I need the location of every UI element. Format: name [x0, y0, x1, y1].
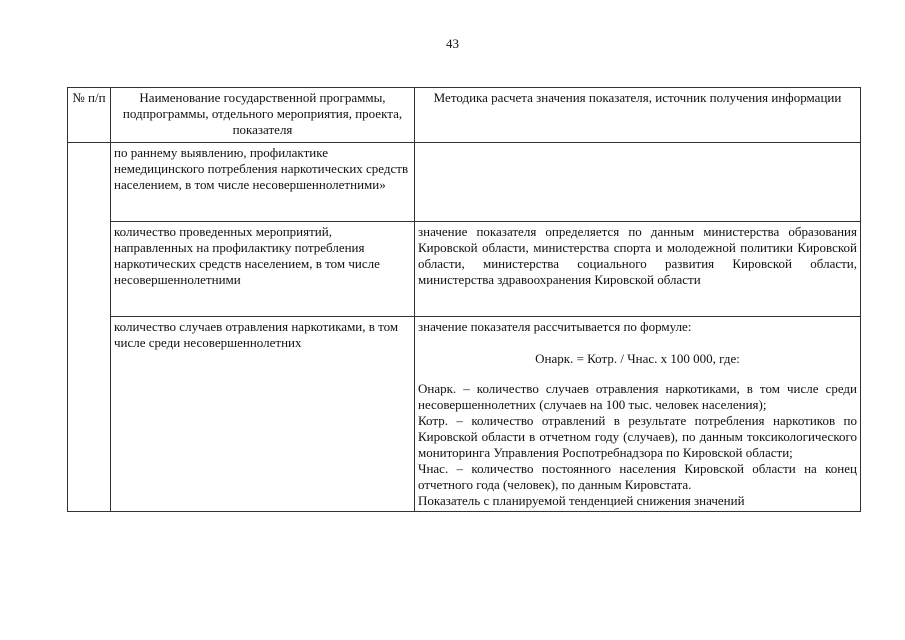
trend-note: Показатель с планируемой тенденцией снижения значений — [418, 493, 745, 508]
definition-kotr: Котр. – количество отравлений в результате потребления наркотиков по Кировской области в отчетном году (случаев), по данным токсикологического мониторинга Управления Роспотребнадзора по Кировской области; — [418, 413, 857, 460]
table-header-row — [68, 88, 861, 143]
row-method-cell: значение показателя определяется по данным министерства образования Кировской области, министерства спорта и молодежной политики Кировской области, министерства социального развития Кировской области, министерства здравоохранения Кировской области — [415, 222, 861, 317]
table-row — [68, 143, 861, 222]
row-name-cell: по раннему выявлению, профилактике немедицинского потребления наркотических средств населением, в том числе несовершеннолетними» — [111, 143, 415, 222]
table-row — [68, 317, 861, 512]
page-number: 43 — [446, 36, 459, 51]
row-num-cell — [68, 143, 111, 512]
formula: Онарк. = Котр. / Чнас. х 100 000, где: — [535, 351, 740, 366]
method-intro: значение показателя рассчитывается по формуле: — [418, 319, 692, 334]
row-name-cell: количество случаев отравления наркотиками, в том числе среди несовершеннолетних — [111, 317, 415, 512]
definition-chnas: Чнас. – количество постоянного населения Кировской области на конец отчетного года (человек), по данным Кировстата. — [418, 461, 857, 492]
row-method-cell — [415, 143, 861, 222]
header-name: Наименование государственной программы, подпрограммы, отдельного мероприятия, проекта, показателя — [111, 88, 415, 143]
header-num: № п/п — [68, 88, 111, 143]
header-method: Методика расчета значения показателя, источник получения информации — [415, 88, 861, 143]
row-method-cell — [415, 317, 861, 512]
table-row — [68, 222, 861, 317]
indicator-table — [67, 87, 861, 512]
definition-onark: Онарк. – количество случаев отравления наркотиками, в том числе среди несовершеннолетних (случаев на 100 тыс. человек населения); — [418, 381, 857, 412]
row-name-cell: количество проведенных мероприятий, направленных на профилактику потребления наркотических средств населением, в том числе несовершеннолетними — [111, 222, 415, 317]
